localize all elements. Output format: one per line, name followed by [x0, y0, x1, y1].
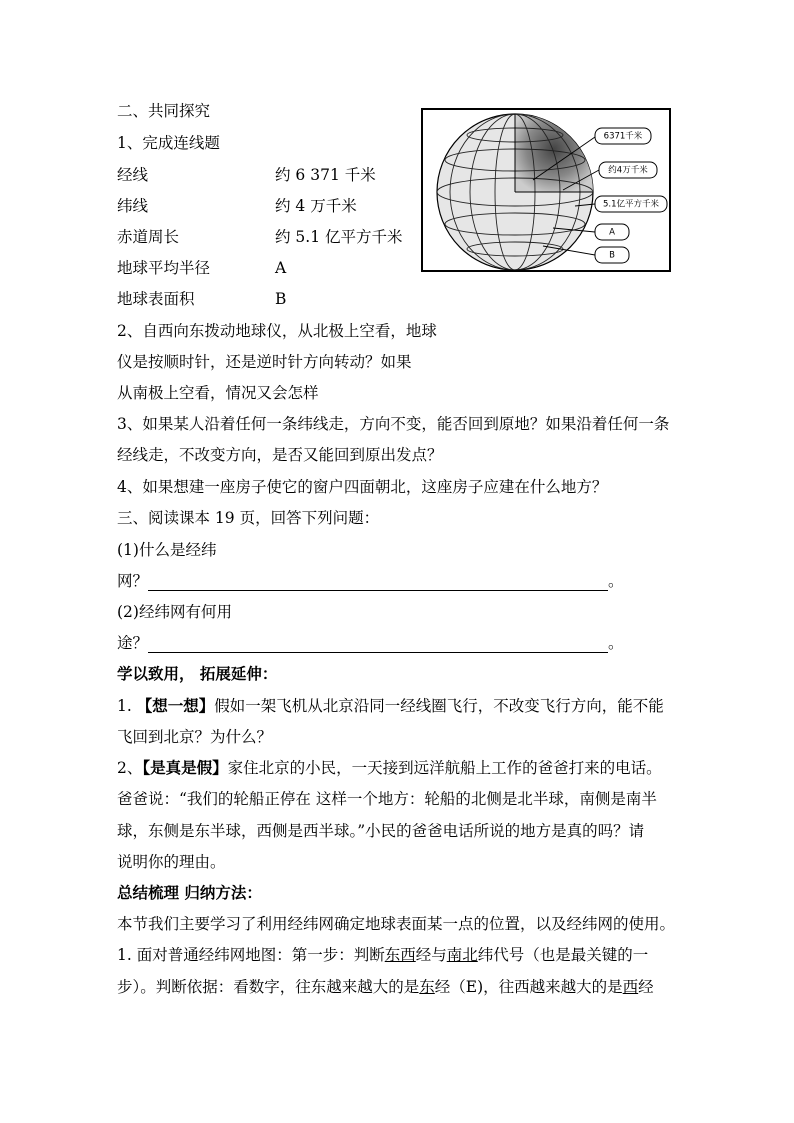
figure-label-b: B	[609, 250, 615, 261]
match-left-4: 地球平均半径	[117, 259, 211, 277]
apply-p2-line3: 球，东侧是东半球，西侧是西半球。”小民的爸爸电话所说的地方是真的吗？请	[117, 822, 645, 840]
summary-title: 总结梳理 归纳方法：	[117, 883, 262, 902]
apply-p2-num: 2、	[117, 759, 143, 777]
match-right-2: 约 4 万千米	[275, 197, 357, 215]
answer-blank-1[interactable]	[148, 574, 608, 591]
section2-title: 二、共同探究	[117, 102, 211, 120]
summary-l2-a: 1. 面对普通经纬网地图：第一步：判断	[117, 946, 385, 964]
match-right-5: B	[275, 290, 287, 308]
answer-blank-2[interactable]	[148, 636, 608, 653]
globe-illustration	[423, 110, 669, 270]
figure-label-surface-area: 5.1亿平方千米	[602, 199, 660, 210]
summary-line2	[117, 945, 648, 965]
s3-q2-line1: (2)经纬网有何用	[117, 603, 232, 621]
q2-line2: 仪是按顺时针，还是逆时针方向转动？如果	[117, 353, 412, 371]
match-right-1: 约 6 371 千米	[275, 166, 376, 184]
q2-line1: 2、自西向东拨动地球仪，从北极上空看，地球	[117, 322, 437, 340]
apply-p2-text: 家住北京的小民，一天接到远洋航船上工作的爸爸打来的电话。	[227, 759, 662, 777]
summary-l3-a: 步）。判断依据：看数字，往东越来越大的是	[117, 978, 420, 996]
match-left-5: 地球表面积	[117, 290, 195, 308]
summary-l3-underline-2: 西	[622, 978, 639, 996]
apply-p2-line4: 说明你的理由。	[117, 853, 226, 871]
summary-l3-b: 经（E)，往西越来越大的是	[434, 978, 623, 996]
figure-label-circumference: 约4万千米	[608, 165, 648, 176]
label-boxes	[595, 128, 667, 263]
apply-p1-text: 假如一架飞机从北京沿同一经线圈飞行，不改变飞行方向，能不能	[214, 697, 664, 715]
q4-line: 4、如果想建一座房子使它的窗户四面朝北，这座房子应建在什么地方？	[117, 478, 608, 496]
s3-q1-prefix: 网？	[117, 572, 149, 590]
figure-label-a: A	[609, 227, 615, 238]
globe-figure	[421, 108, 671, 272]
summary-line3	[117, 977, 654, 997]
q1-title: 1、完成连线题	[117, 134, 220, 152]
summary-l2-c: 纬代号（也是最关键的一	[477, 946, 649, 964]
apply-p1-tag: 【想一想】	[136, 696, 215, 715]
figure-label-radius: 6371千米	[603, 131, 643, 142]
q3-line1: 3、如果某人沿着任何一条纬线走，方向不变，能否回到原地？如果沿着任何一条	[117, 415, 670, 433]
apply-title: 学以致用， 拓展延伸：	[117, 664, 278, 683]
match-left-1: 经线	[117, 166, 149, 184]
summary-l3-c: 经	[638, 978, 654, 996]
apply-p2-line2: 爸爸说：“我们的轮船正停在 这样一个地方：轮船的北侧是北半球，南侧是南半	[117, 790, 657, 808]
section3-title: 三、阅读课本 19 页，回答下列问题：	[117, 509, 380, 527]
match-right-3: 约 5.1 亿平方千米	[275, 228, 403, 246]
apply-p1-line2: 飞回到北京？为什么？	[117, 728, 273, 746]
s3-q1-line2	[117, 571, 624, 591]
summary-l2-underline-1: 东西	[384, 946, 416, 964]
apply-p1-num: 1.	[117, 697, 137, 715]
q2-line3: 从南极上空看，情况又会怎样	[117, 384, 319, 402]
match-left-3: 赤道周长	[117, 228, 180, 246]
s3-q2-prefix: 途？	[117, 634, 149, 652]
q3-line2: 经线走，不改变方向，是否又能回到原出发点？	[117, 446, 443, 464]
summary-l2-b: 经与	[415, 946, 447, 964]
s3-q2-end: 。	[608, 634, 624, 652]
summary-l3-underline-1: 东	[419, 978, 435, 996]
apply-p2-tag: 【是真是假】	[142, 758, 228, 777]
summary-l2-underline-2: 南北	[446, 946, 478, 964]
summary-p1: 本节我们主要学习了利用经纬网确定地球表面某一点的位置，以及经纬网的使用。	[117, 915, 676, 933]
s3-q2-line2	[117, 633, 624, 653]
apply-p2-line1	[117, 758, 662, 778]
s3-q1-end: 。	[608, 572, 624, 590]
apply-p1-line1	[117, 696, 664, 716]
s3-q1-line1: (1)什么是经纬	[117, 541, 217, 559]
match-right-4: A	[275, 259, 287, 277]
match-left-2: 纬线	[117, 197, 149, 215]
